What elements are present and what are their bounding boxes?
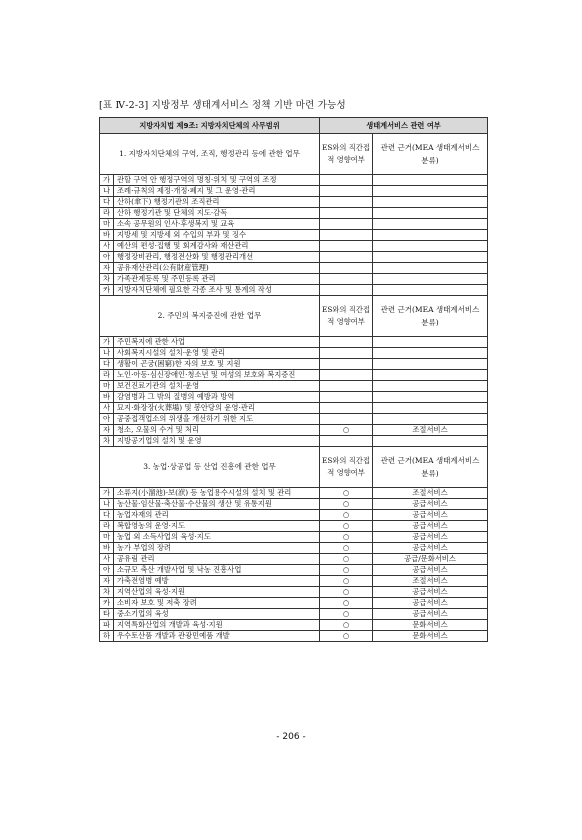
item-text: 농업 외 소득사업의 육성·지도 [114,532,320,543]
service-category: 공급서비스 [373,499,488,510]
service-category [373,285,488,296]
item-key: 나 [100,499,114,510]
table-row [100,381,488,392]
service-category: 공급서비스 [373,609,488,620]
service-category [373,219,488,230]
item-key: 사 [100,403,114,414]
item-text: 소규모 축산 개발사업 및 낙농 진흥사업 [114,565,320,576]
item-text: 공유재산관리(公有財産管理) [114,263,320,274]
service-category [373,414,488,425]
service-category: 공급/문화서비스 [373,554,488,565]
service-category [373,230,488,241]
item-text: 우수토산품 개발과 관광민예품 개발 [114,631,320,642]
table-row [100,425,488,436]
table-row [100,587,488,598]
es-impact-mark: ○ [320,631,373,642]
es-impact-header: ES와의 직간접적 영향여부 [320,296,373,337]
service-category [373,197,488,208]
item-text: 지방세 및 지방세 외 수입의 부과 및 징수 [114,230,320,241]
es-impact-mark: ○ [320,576,373,587]
item-text: 지역산업의 육성·지원 [114,587,320,598]
item-key: 나 [100,186,114,197]
table-row [100,543,488,554]
item-text: 농가 부업의 장려 [114,543,320,554]
item-key: 가 [100,488,114,499]
item-key: 아 [100,565,114,576]
table-row [100,219,488,230]
item-key: 하 [100,631,114,642]
table-caption: [표 Ⅳ-2-3] 지방정부 생태계서비스 정책 기반 마련 가능성 [99,100,346,111]
es-impact-mark: ○ [320,488,373,499]
es-impact-mark [320,392,373,403]
item-key: 자 [100,263,114,274]
item-key: 라 [100,370,114,381]
service-category [373,186,488,197]
service-category [373,252,488,263]
mea-basis-header: 관련 근거(MEA 생태계서비스 분류) [373,447,488,488]
section-header-row [100,134,488,175]
item-text: 묘지·화장장(火葬場) 및 봉안당의 운영·관리 [114,403,320,414]
service-category: 공급서비스 [373,543,488,554]
item-text: 공유림 관리 [114,554,320,565]
table-row [100,197,488,208]
table-row [100,499,488,510]
item-key: 가 [100,175,114,186]
table-row [100,175,488,186]
service-category [373,403,488,414]
table-row [100,576,488,587]
item-key: 바 [100,230,114,241]
es-impact-mark [320,230,373,241]
section-heading: 1. 지방자치단체의 구역, 조직, 행정관리 등에 관한 업무 [100,134,320,175]
item-text: 생활이 곤궁(困窮)한 자의 보호 및 지원 [114,359,320,370]
section-heading: 2. 주민의 복지증진에 관한 업무 [100,296,320,337]
item-key: 차 [100,274,114,285]
item-text: 지방공기업의 설치 및 운영 [114,436,320,447]
item-text: 산하(傘下) 행정기관의 조직관리 [114,197,320,208]
item-key: 마 [100,219,114,230]
item-text: 지역특화산업의 개발과 육성·지원 [114,620,320,631]
table-header-row [100,118,488,134]
es-impact-mark [320,219,373,230]
service-category [373,274,488,285]
es-impact-mark: ○ [320,499,373,510]
header-right: 생태계서비스 관련 여부 [320,118,488,134]
item-key: 타 [100,609,114,620]
item-text: 감염병과 그 밖의 질병의 예방과 방역 [114,392,320,403]
item-text: 주민복지에 관한 사업 [114,337,320,348]
item-key: 다 [100,359,114,370]
es-impact-mark [320,337,373,348]
es-impact-mark [320,285,373,296]
table-row [100,241,488,252]
es-impact-mark: ○ [320,532,373,543]
item-key: 나 [100,348,114,359]
item-text: 소비자 보호 및 저축 장려 [114,598,320,609]
item-text: 예산의 편성·집행 및 회계감사와 재산관리 [114,241,320,252]
item-key: 가 [100,337,114,348]
item-text: 청소, 오물의 수거 및 처리 [114,425,320,436]
es-impact-mark: ○ [320,620,373,631]
item-key: 라 [100,521,114,532]
service-category [373,337,488,348]
table-row [100,263,488,274]
item-text: 산하 행정기관 및 단체의 지도·감독 [114,208,320,219]
item-key: 차 [100,436,114,447]
table-row [100,230,488,241]
table-row [100,609,488,620]
service-category [373,436,488,447]
es-impact-mark [320,274,373,285]
mea-basis-header: 관련 근거(MEA 생태계서비스 분류) [373,296,488,337]
item-key: 바 [100,392,114,403]
table-row [100,370,488,381]
table-row [100,565,488,576]
service-category [373,359,488,370]
table-row [100,252,488,263]
item-text: 소류지(小溜池)·보(洑) 등 농업용수시설의 설치 및 관리 [114,488,320,499]
table-row [100,436,488,447]
es-impact-mark: ○ [320,425,373,436]
service-category: 공급서비스 [373,565,488,576]
table-row [100,631,488,642]
item-key: 사 [100,241,114,252]
item-text: 관할 구역 안 행정구역의 명칭·위치 및 구역의 조정 [114,175,320,186]
item-key: 파 [100,620,114,631]
service-category [373,263,488,274]
header-left: 지방자치법 제9조: 지방자치단체의 사무범위 [100,118,320,134]
item-key: 다 [100,510,114,521]
table-row [100,414,488,425]
service-category: 공급서비스 [373,532,488,543]
service-category: 공급서비스 [373,510,488,521]
item-key: 자 [100,576,114,587]
table-row [100,510,488,521]
es-impact-mark [320,359,373,370]
service-category [373,381,488,392]
table-row [100,488,488,499]
item-text: 가족관계등록 및 주민등록 관리 [114,274,320,285]
table-row [100,208,488,219]
es-impact-mark: ○ [320,510,373,521]
es-impact-mark: ○ [320,609,373,620]
item-text: 조례·규칙의 제정·개정·폐지 및 그 운영·관리 [114,186,320,197]
item-key: 사 [100,554,114,565]
table-row [100,554,488,565]
item-text: 지방자치단체에 필요한 각종 조사 및 통계의 작성 [114,285,320,296]
service-category: 공급서비스 [373,598,488,609]
table-row [100,392,488,403]
service-category [373,208,488,219]
service-category [373,175,488,186]
page-number: - 206 - [276,732,306,742]
item-key: 카 [100,285,114,296]
table-row [100,403,488,414]
service-category: 문화서비스 [373,631,488,642]
item-text: 사회복지시설의 설치·운영 및 관리 [114,348,320,359]
es-impact-mark [320,381,373,392]
table-row [100,348,488,359]
service-category: 공급서비스 [373,521,488,532]
item-key: 다 [100,197,114,208]
item-key: 마 [100,532,114,543]
table-row [100,359,488,370]
item-text: 소속 공무원의 인사·후생복지 및 교육 [114,219,320,230]
es-impact-mark: ○ [320,598,373,609]
mea-basis-header: 관련 근거(MEA 생태계서비스 분류) [373,134,488,175]
es-impact-mark [320,436,373,447]
item-key: 아 [100,252,114,263]
es-impact-mark: ○ [320,587,373,598]
item-text: 보건진료기관의 설치·운영 [114,381,320,392]
item-key: 카 [100,598,114,609]
item-key: 아 [100,414,114,425]
item-text: 노인·아동·심신장애인·청소년 및 여성의 보호와 복지증진 [114,370,320,381]
item-key: 마 [100,381,114,392]
service-category: 공급서비스 [373,587,488,598]
es-impact-mark [320,186,373,197]
section-heading: 3. 농업·상공업 등 산업 진흥에 관한 업무 [100,447,320,488]
service-category: 조절서비스 [373,425,488,436]
es-impact-mark [320,197,373,208]
service-category [373,241,488,252]
es-impact-mark [320,263,373,274]
es-impact-mark [320,208,373,219]
es-impact-mark: ○ [320,565,373,576]
table-body [100,134,488,642]
item-text: 농업자재의 관리 [114,510,320,521]
table-row [100,285,488,296]
es-impact-header: ES와의 직간접적 영향여부 [320,134,373,175]
service-category: 문화서비스 [373,620,488,631]
table-row [100,532,488,543]
table-row [100,186,488,197]
service-category [373,370,488,381]
section-header-row [100,296,488,337]
item-key: 차 [100,587,114,598]
service-category: 조절서비스 [373,488,488,499]
item-text: 복합영농의 운영·지도 [114,521,320,532]
section-header-row [100,447,488,488]
table-row [100,274,488,285]
es-impact-mark [320,370,373,381]
item-text: 공중접객업소의 위생을 개선하기 위한 지도 [114,414,320,425]
es-impact-mark: ○ [320,554,373,565]
item-key: 바 [100,543,114,554]
es-impact-mark: ○ [320,521,373,532]
item-key: 자 [100,425,114,436]
item-text: 농산물·임산물·축산물·수산물의 생산 및 유통지원 [114,499,320,510]
table-row [100,620,488,631]
policy-table [99,117,488,642]
table-row [100,521,488,532]
es-impact-mark [320,348,373,359]
es-impact-mark [320,403,373,414]
item-text: 행정장비관리, 행정전산화 및 행정관리개선 [114,252,320,263]
table-row [100,598,488,609]
es-impact-mark [320,414,373,425]
service-category [373,348,488,359]
service-category: 조절서비스 [373,576,488,587]
es-impact-mark [320,241,373,252]
item-key: 라 [100,208,114,219]
service-category [373,392,488,403]
item-text: 가축전염병 예방 [114,576,320,587]
es-impact-mark [320,252,373,263]
es-impact-mark [320,175,373,186]
item-text: 중소기업의 육성 [114,609,320,620]
es-impact-mark: ○ [320,543,373,554]
table-row [100,337,488,348]
es-impact-header: ES와의 직간접적 영향여부 [320,447,373,488]
